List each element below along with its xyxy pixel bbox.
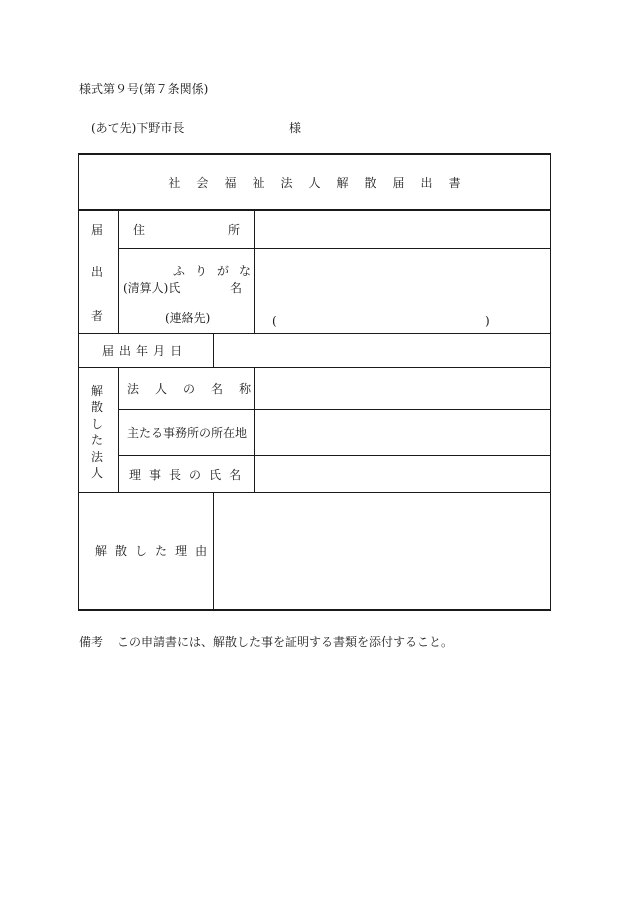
address-field[interactable]	[258, 213, 546, 245]
dissolved-side-char-6: 人	[91, 466, 104, 480]
corp-name-label: 法 人 の 名 称	[127, 382, 252, 396]
dissolved-side-char-5: 法	[91, 450, 104, 464]
date-value-divider	[213, 333, 214, 367]
notifier-side-char-2: 出	[91, 265, 104, 279]
dissolved-side-char-1: 解	[91, 384, 104, 398]
filing-date-label: 届 出 年 月 日	[102, 344, 183, 358]
dissolution-reason-field[interactable]	[218, 497, 546, 605]
notifier-value-divider	[254, 210, 255, 333]
table-border-bottom	[78, 609, 551, 611]
date-row-divider	[78, 367, 551, 368]
notifier-section-divider	[78, 333, 551, 334]
dissolved-side-char-4: た	[91, 433, 104, 447]
address-label-char-1: 住	[133, 223, 146, 237]
chairman-name-field[interactable]	[258, 459, 546, 489]
table-border-right	[550, 153, 551, 611]
contact-paren-open: (	[272, 314, 277, 328]
dissolved-value-divider	[254, 367, 255, 492]
addressee-label: (あて先)下野市長	[91, 121, 185, 135]
contact-paren-close: )	[485, 314, 490, 328]
dissolved-side-char-3: し	[91, 417, 104, 431]
name-label: (清算人)氏	[123, 281, 181, 295]
furigana-label: ふ り が な	[173, 264, 252, 278]
contact-label: (連絡先)	[165, 311, 211, 325]
name-field[interactable]	[258, 251, 546, 307]
address-row-divider	[118, 248, 551, 249]
title-divider	[78, 209, 551, 211]
corp-name-row-divider	[118, 409, 551, 410]
dissolved-side-char-2: 散	[91, 400, 104, 414]
address-label-char-2: 所	[228, 223, 241, 237]
office-row-divider	[118, 455, 551, 456]
remarks-label: 備考	[79, 635, 104, 649]
chairman-name-label: 理 事 長 の 氏 名	[129, 468, 242, 482]
addressee-honorific: 様	[289, 121, 302, 135]
form-number: 様式第９号(第７条関係)	[79, 82, 209, 96]
notifier-side-char-1: 届	[91, 223, 104, 237]
contact-field[interactable]	[280, 312, 480, 330]
name-label-suffix: 名	[230, 281, 243, 295]
dissolved-section-divider	[78, 492, 551, 493]
corp-name-field[interactable]	[258, 371, 546, 405]
dissolved-side-divider	[118, 367, 119, 492]
reason-value-divider	[213, 492, 214, 610]
notifier-side-divider	[118, 210, 119, 333]
notification-form-table	[78, 153, 551, 611]
filing-date-field[interactable]	[218, 337, 546, 363]
form-title: 社 会 福 祉 法 人 解 散 届 出 書	[168, 176, 461, 190]
office-location-label: 主たる事務所の所在地	[127, 426, 248, 440]
table-border-top	[78, 153, 551, 155]
table-border-left	[78, 153, 79, 611]
remarks-text: この申請書には、解散した事を証明する書類を添付すること。	[117, 635, 454, 649]
notifier-side-char-3: 者	[91, 309, 104, 323]
office-location-field[interactable]	[258, 413, 546, 451]
dissolution-reason-label: 解 散 し た 理 由	[95, 544, 208, 558]
remarks	[79, 633, 453, 650]
